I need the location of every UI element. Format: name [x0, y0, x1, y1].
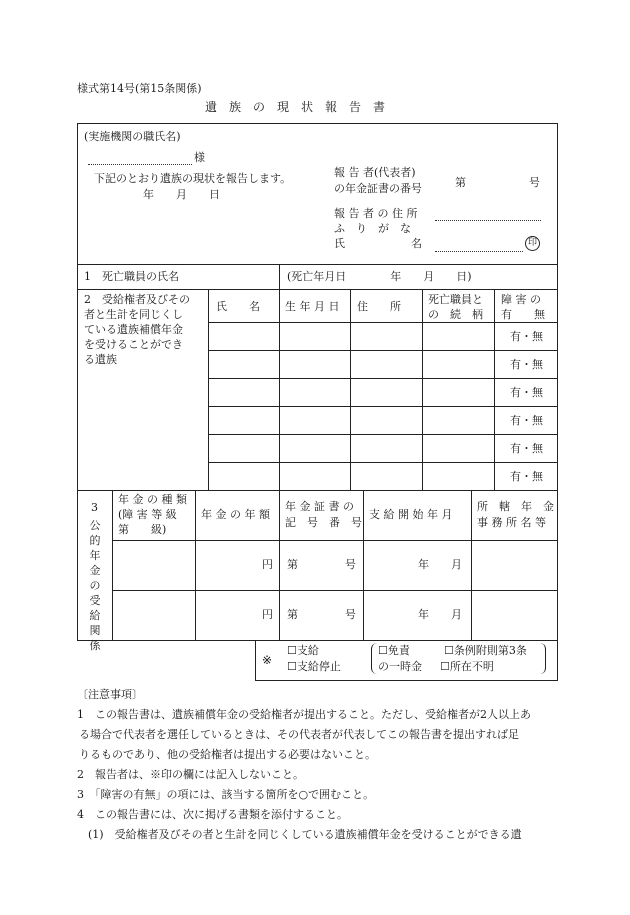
- form-number: 様式第14号(第15条関係): [77, 82, 202, 95]
- deceased-name-label: 1 死亡職員の氏名: [84, 270, 179, 283]
- notes-heading: 〔注意事項〕: [77, 688, 143, 701]
- opt-unknown[interactable]: [440, 661, 494, 672]
- agency-name-field[interactable]: [88, 164, 192, 165]
- agency-label: (実施機関の職氏名): [84, 130, 181, 143]
- checkbox-icon: [287, 660, 297, 673]
- col-name-header: 氏 名: [216, 300, 260, 313]
- reporter-label-2: の年金証書の番号: [334, 182, 422, 195]
- disability-choice[interactable]: 有・無: [510, 414, 543, 427]
- honorific: 様: [194, 151, 205, 164]
- opt-suspend-label: 支給停止: [296, 660, 341, 673]
- pension-cert-go: 号: [345, 558, 356, 571]
- name-label: 氏 名: [334, 237, 422, 250]
- reporter-label-1: 報 告 者(代表者): [334, 166, 416, 179]
- pension-start-ym: 年 月: [418, 608, 462, 621]
- furigana-label: ふ り が な: [334, 222, 411, 235]
- opt-unknown-label: 所在不明: [449, 660, 494, 673]
- checkbox-icon: [440, 660, 450, 673]
- col-birth-header: 生 年 月 日: [285, 300, 340, 313]
- col-relation-header-2: の 続 柄: [428, 308, 483, 321]
- pension-amount-header: 年 金 の 年 額: [201, 508, 270, 521]
- survivors-label-line: を受けることができ: [84, 338, 183, 351]
- pension-cert-go: 号: [345, 608, 356, 621]
- office-use-mark: ※: [262, 653, 273, 667]
- cert-dai: 第: [455, 176, 466, 189]
- opt-suspend[interactable]: [287, 661, 341, 672]
- checkbox-icon: [378, 644, 388, 657]
- disability-choice[interactable]: 有・無: [510, 330, 543, 343]
- note-line: る場合で代表者を選任しているときは、その代表者が代表してこの報告書を提出すれば足: [79, 728, 519, 741]
- note-line: 1 この報告書は、遺族補償年金の受給権者が提出すること。ただし、受給権者が2人以上あ: [77, 708, 531, 721]
- note-line: (1) 受給権者及びその者と生計を同じくしている遺族補償年金を受けることができる遺: [77, 828, 522, 841]
- opt-exemption-cont: の一時金: [378, 660, 422, 673]
- opt-payment-label: 支給: [296, 644, 319, 657]
- disability-choice[interactable]: 有・無: [510, 386, 543, 399]
- opt-exemption-label: 免責: [387, 644, 410, 657]
- section3-vertical-label: 公的年金の受給関係: [89, 519, 101, 652]
- death-date[interactable]: (死亡年月日 年 月 日): [287, 270, 472, 283]
- pension-yen: 円: [262, 558, 273, 571]
- pension-office-header-2: 事 務 所 名 等: [477, 516, 546, 529]
- opt-ordinance[interactable]: [444, 645, 527, 656]
- page-title: 遺 族 の 現 状 報 告 書: [205, 100, 386, 114]
- report-date[interactable]: 年 月 日: [143, 188, 220, 201]
- seal-mark: 印: [525, 236, 540, 251]
- pension-start-ym: 年 月: [418, 558, 462, 571]
- name-field[interactable]: [435, 251, 523, 252]
- address-field[interactable]: [435, 220, 541, 221]
- pension-cert-dai: 第: [287, 558, 298, 571]
- pension-yen: 円: [262, 608, 273, 621]
- opt-ordinance-label: 条例附則第3条: [453, 644, 527, 657]
- checkbox-icon: [287, 644, 297, 657]
- pension-office-header-1: 所 轄 年 金: [477, 500, 554, 513]
- pension-type-header-2: (障 害 等 級: [118, 508, 177, 521]
- opt-payment[interactable]: [287, 645, 319, 656]
- disability-choice[interactable]: 有・無: [510, 442, 543, 455]
- disability-choice[interactable]: 有・無: [510, 470, 543, 483]
- section3-number: 3: [91, 501, 98, 514]
- survivors-label-line: る遺族: [84, 353, 117, 366]
- col-relation-header-1: 死亡職員と: [428, 293, 483, 306]
- notes-list: [77, 705, 559, 845]
- col-disability-header-1: 障 害 の: [501, 293, 541, 306]
- pension-type-header-1: 年 金 の 種 類: [118, 493, 187, 506]
- pension-cert-dai: 第: [287, 608, 298, 621]
- survivors-label-line: 2 受給権者及びその: [84, 293, 190, 306]
- disability-choice[interactable]: 有・無: [510, 358, 543, 371]
- note-line: 3 「障害の有無」の項には、該当する箇所を○で囲むこと。: [77, 788, 375, 801]
- pension-cert-header-2: 記 号 番 号: [285, 516, 362, 529]
- cert-go: 号: [529, 176, 540, 189]
- opt-exemption[interactable]: [378, 645, 410, 656]
- pension-type-header-3: 第 級): [118, 523, 167, 536]
- checkbox-icon: [444, 644, 454, 657]
- note-line: 2 報告者は、※印の欄には記入しないこと。: [77, 768, 304, 781]
- note-line: りるものであり、他の受給権者は提出する必要はないこと。: [79, 748, 376, 761]
- pension-cert-header-1: 年 金 証 書 の: [285, 500, 354, 513]
- intro-text: 下記のとおり遺族の現状を報告します。: [94, 172, 292, 185]
- pension-start-header: 支 給 開 始 年 月: [369, 508, 453, 521]
- address-label: 報 告 者 の 住 所: [334, 207, 418, 220]
- survivors-label-line: 者と生計を同じくし: [84, 308, 183, 321]
- note-line: 4 この報告書には、次に掲げる書類を添付すること。: [77, 808, 348, 821]
- col-disability-header-2: 有 無: [501, 308, 545, 321]
- col-address-header: 住 所: [357, 300, 401, 313]
- survivors-label-line: ている遺族補償年金: [84, 323, 183, 336]
